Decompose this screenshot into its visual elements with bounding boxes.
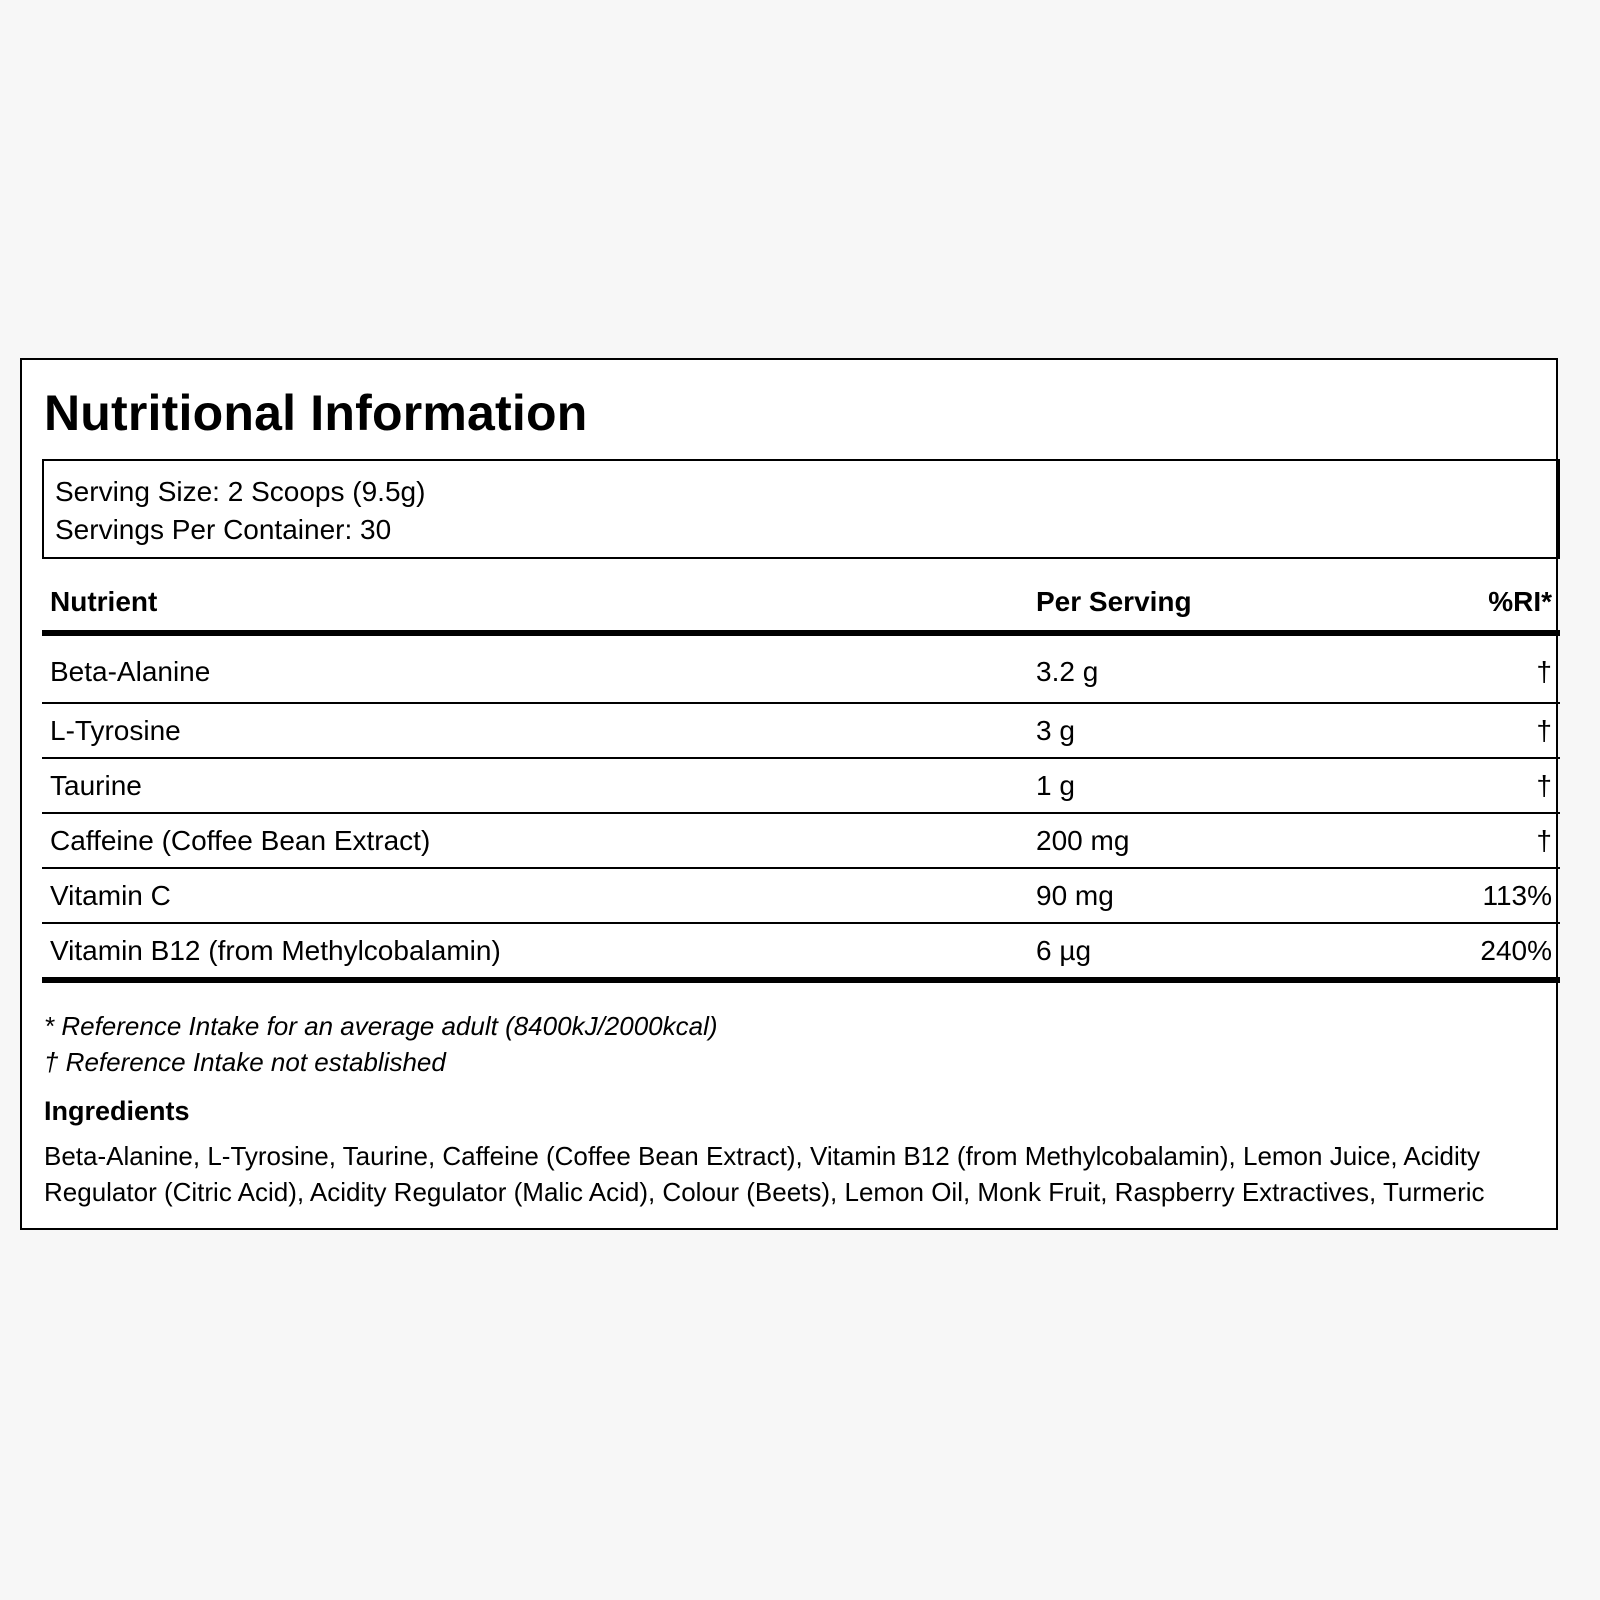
header-per-serving: Per Serving [1028, 574, 1434, 633]
table-row [42, 813, 1560, 868]
nutrient-ri: † [1434, 633, 1560, 703]
table-row [42, 758, 1560, 813]
panel-title: Nutritional Information [44, 385, 588, 441]
nutrition-panel [20, 358, 1558, 1230]
nutrient-ri: † [1434, 703, 1560, 758]
servings-per-container: Servings Per Container: 30 [55, 514, 392, 545]
nutrition-table [42, 574, 1560, 983]
nutrient-name: L-Tyrosine [42, 703, 1028, 758]
header-ri: %RI* [1434, 574, 1560, 633]
serving-size: Serving Size: 2 Scoops (9.5g) [55, 476, 426, 507]
nutrient-name: Taurine [42, 758, 1028, 813]
ingredients-heading: Ingredients [44, 1096, 190, 1126]
table-row [42, 633, 1560, 703]
table-row [42, 703, 1560, 758]
nutrient-ri: 113% [1434, 868, 1560, 923]
table-row [42, 923, 1560, 980]
nutrient-per-serving: 1 g [1028, 758, 1434, 813]
nutrient-per-serving: 6 µg [1028, 923, 1434, 980]
nutrient-ri: 240% [1434, 923, 1560, 980]
nutrient-per-serving: 200 mg [1028, 813, 1434, 868]
ingredients-list: Beta-Alanine, L-Tyrosine, Taurine, Caffeine (Coffee Bean Extract), Vitamin B12 (from Methylcobalamin), Lemon Juice, Acidity Regulator (Citric Acid), Acidity Regulator (Malic Acid), Colour (Beets), Lemon Oil, Monk Fruit, Raspberry Extractives, Turmeric [44, 1141, 1485, 1207]
footnotes [44, 1008, 718, 1080]
nutrient-ri: † [1434, 813, 1560, 868]
header-nutrient: Nutrient [42, 574, 1028, 633]
nutrient-name: Vitamin C [42, 868, 1028, 923]
footnote-not-established: † Reference Intake not established [44, 1047, 446, 1077]
nutrient-name: Vitamin B12 (from Methylcobalamin) [42, 923, 1028, 980]
nutrient-ri: † [1434, 758, 1560, 813]
table-row [42, 868, 1560, 923]
nutrient-per-serving: 3.2 g [1028, 633, 1434, 703]
nutrient-name: Caffeine (Coffee Bean Extract) [42, 813, 1028, 868]
nutrient-per-serving: 3 g [1028, 703, 1434, 758]
nutrient-per-serving: 90 mg [1028, 868, 1434, 923]
footnote-reference-intake: * Reference Intake for an average adult (8400kJ/2000kcal) [44, 1011, 718, 1041]
serving-info-box [42, 459, 1560, 559]
nutrient-name: Beta-Alanine [42, 633, 1028, 703]
table-header-row [42, 574, 1560, 633]
